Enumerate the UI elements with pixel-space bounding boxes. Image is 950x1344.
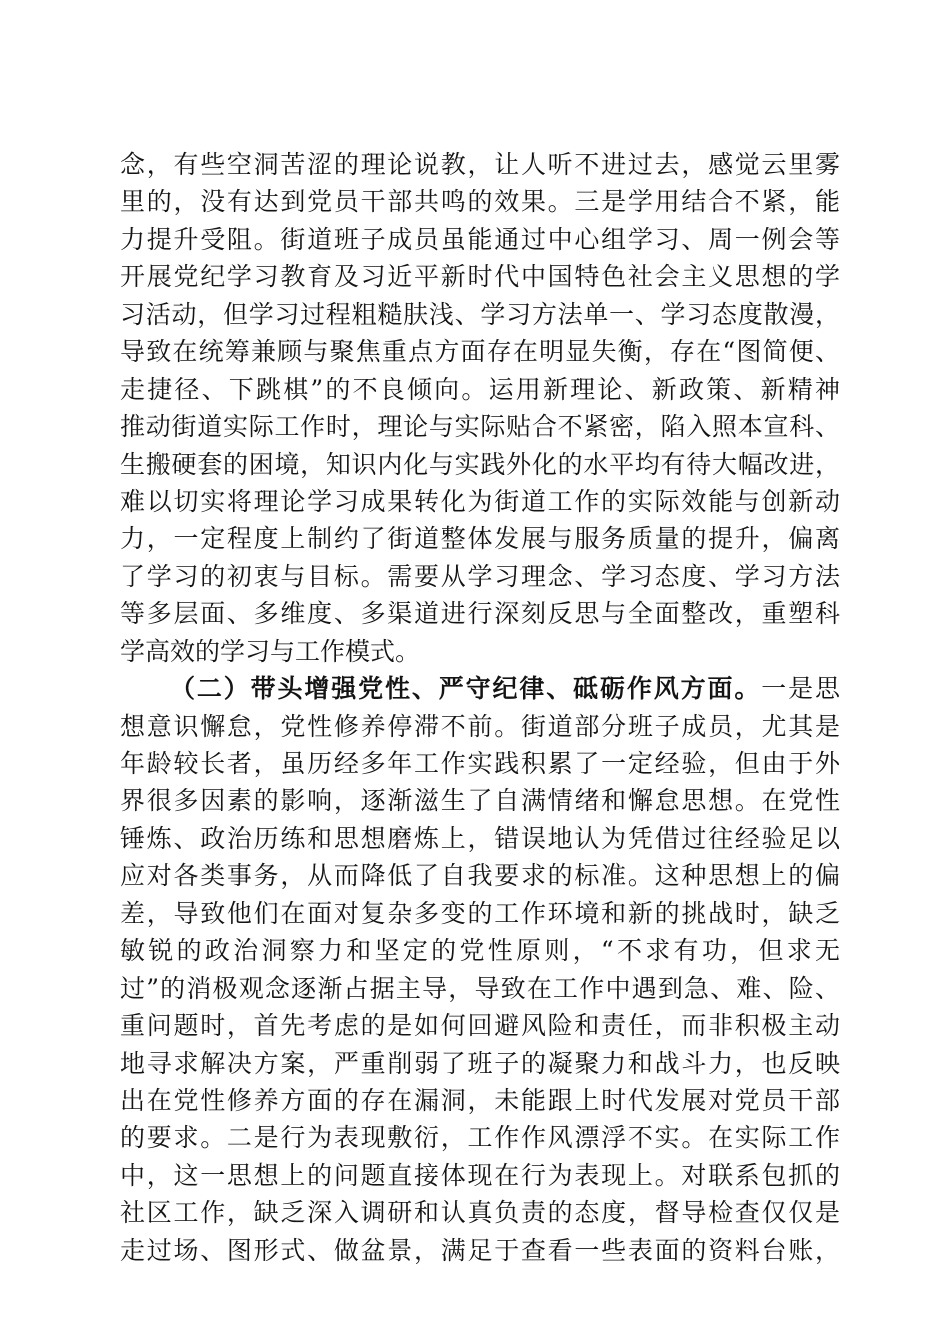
text-line: 社区工作，缺乏深入调研和认真负责的态度，督导检查仅仅是 <box>120 1198 840 1228</box>
text-line: 了学习的初衷与目标。需要从学习理念、学习态度、学习方法 <box>120 561 840 591</box>
paragraph-learning-issues <box>120 146 840 670</box>
text-line: 的要求。二是行为表现敷衍，工作作风漂浮不实。在实际工作 <box>120 1123 840 1153</box>
text-line: 难以切实将理论学习成果转化为街道工作的实际效能与创新动 <box>120 486 840 516</box>
text-line: 差，导致他们在面对复杂多变的工作环境和新的挑战时，缺乏 <box>120 898 840 928</box>
text-line: 导致在统筹兼顾与聚焦重点方面存在明显失衡，存在“图简便、 <box>120 337 840 367</box>
text-line: 力提升受阻。街道班子成员虽能通过中心组学习、周一例会等 <box>120 224 840 254</box>
text-line: 开展党纪学习教育及习近平新时代中国特色社会主义思想的学 <box>120 262 840 292</box>
text-line: 锤炼、政治历练和思想磨炼上，错误地认为凭借过往经验足以 <box>120 823 840 853</box>
text-line: 习活动，但学习过程粗糙肤浅、学习方法单一、学习态度散漫， <box>120 299 840 329</box>
text-line: 生搬硬套的困境，知识内化与实践外化的水平均有待大幅改进， <box>120 449 840 479</box>
paragraph-party-discipline <box>120 670 840 1269</box>
text-line: 学高效的学习与工作模式。 <box>120 636 421 666</box>
document-body <box>120 146 840 1269</box>
text-line: 走捷径、下跳棋”的不良倾向。运用新理论、新政策、新精神 <box>120 374 840 404</box>
text-line: 界很多因素的影响，逐渐滋生了自满情绪和懈怠思想。在党性 <box>120 786 840 816</box>
text-line: 出在党性修养方面的存在漏洞，未能跟上时代发展对党员干部 <box>120 1085 840 1115</box>
section-heading: （二）带头增强党性、严守纪律、砥砺作风方面。 <box>170 674 762 704</box>
text-line: 重问题时，首先考虑的是如何回避风险和责任，而非积极主动 <box>120 1011 840 1041</box>
text-line: 地寻求解决方案，严重削弱了班子的凝聚力和战斗力，也反映 <box>120 1048 840 1078</box>
text-line: 想意识懈怠，党性修养停滞不前。街道部分班子成员，尤其是 <box>120 711 840 741</box>
text-line: 力，一定程度上制约了街道整体发展与服务质量的提升，偏离 <box>120 524 840 554</box>
text-line: 里的，没有达到党员干部共鸣的效果。三是学用结合不紧，能 <box>120 187 840 217</box>
text-line: 等多层面、多维度、多渠道进行深刻反思与全面整改，重塑科 <box>120 599 840 629</box>
text-line: 过”的消极观念逐渐占据主导，导致在工作中遇到急、难、险、 <box>120 973 840 1003</box>
text-line: 走过场、图形式、做盆景，满足于查看一些表面的资料台账， <box>120 1235 840 1265</box>
text-line: 中，这一思想上的问题直接体现在行为表现上。对联系包抓的 <box>120 1160 840 1190</box>
text-line: 应对各类事务，从而降低了自我要求的标准。这种思想上的偏 <box>120 861 840 891</box>
text-line: 年龄较长者，虽历经多年工作实践积累了一定经验，但由于外 <box>120 749 840 778</box>
section-heading-continuation: 一是思 <box>761 674 840 704</box>
text-line: 推动街道实际工作时，理论与实际贴合不紧密，陷入照本宣科、 <box>120 412 840 442</box>
text-line: 敏锐的政治洞察力和坚定的党性原则，“不求有功，但求无 <box>120 936 840 966</box>
section-heading-line <box>120 670 840 707</box>
text-line: 念，有些空洞苦涩的理论说教，让人听不进过去，感觉云里雾 <box>120 150 840 179</box>
